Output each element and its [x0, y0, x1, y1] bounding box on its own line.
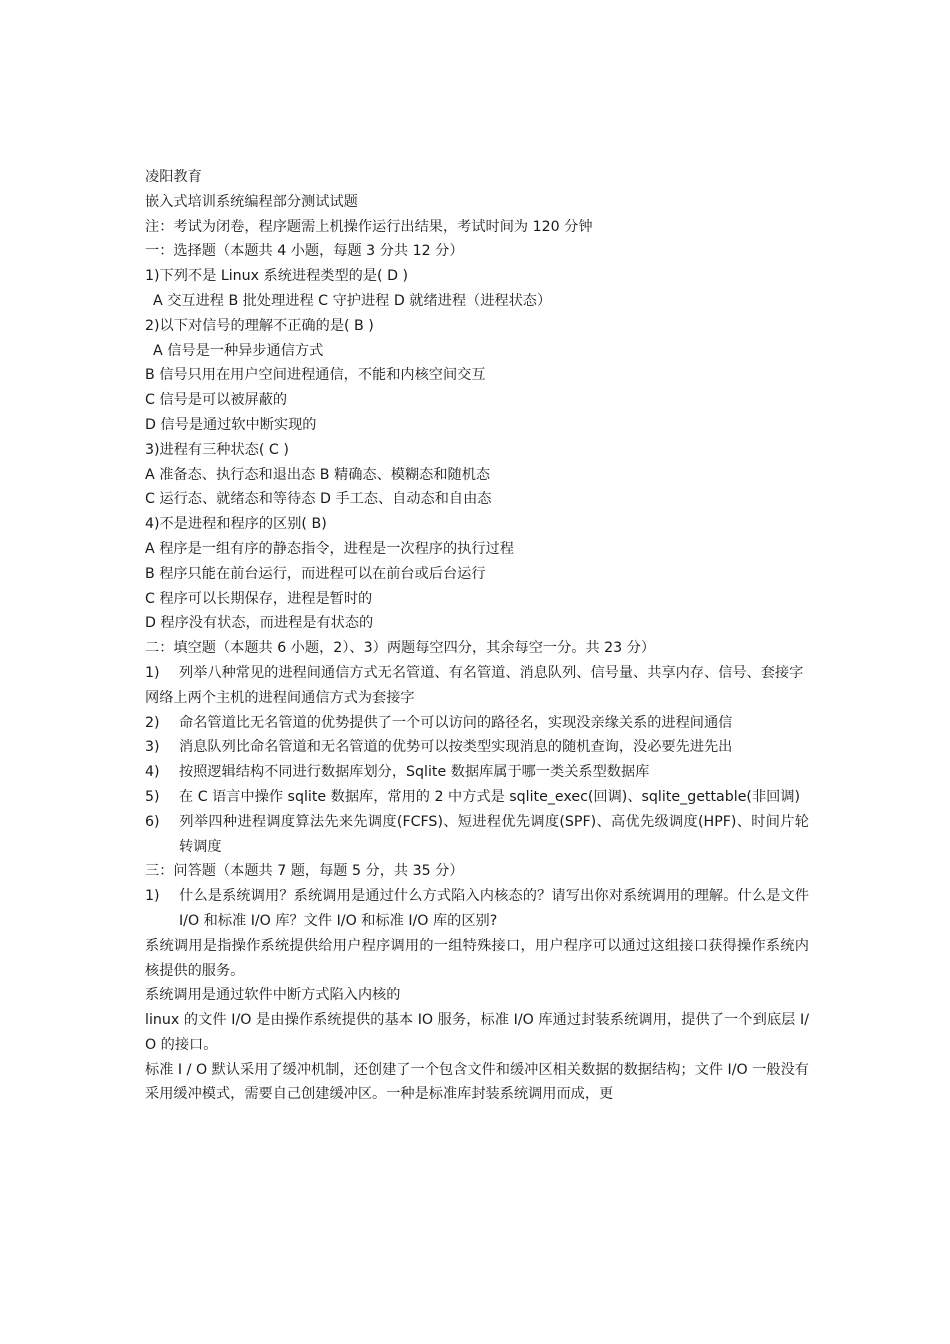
- fill-item: [145, 810, 809, 860]
- answer-option: B 信号只用在用户空间进程通信，不能和内核空间交互: [145, 367, 486, 384]
- exam-note: 注：考试为闭卷，程序题需上机操作运行出结果，考试时间为 120 分钟: [145, 218, 593, 235]
- answer-paragraph: linux 的文件 I/O 是由操作系统提供的基本 IO 服务，标准 I/O 库通过封装系统调用，提供了一个到底层 I/O 的接口。: [145, 1012, 809, 1053]
- item-text: 命名管道比无名管道的优势提供了一个可以访问的路径名，实现没亲缘关系的进程间通信: [179, 714, 733, 731]
- fill-item: [145, 760, 809, 785]
- item-text: 列举四种进程调度算法先来先调度(FCFS)、短进程优先调度(SPF)、高优先级调度(HPF)、时间片轮转调度: [179, 813, 809, 855]
- fill-item: [145, 711, 809, 736]
- answer-options: A 交互进程 B 批处理进程 C 守护进程 D 就绪进程（进程状态）: [153, 292, 552, 309]
- answer-options: A 准备态、执行态和退出态 B 精确态、模糊态和随机态: [145, 466, 491, 483]
- item-text: 在 C 语言中操作 sqlite 数据库，常用的 2 中方式是 sqlite_exec(回调)、sqlite_gettable(非回调): [179, 788, 801, 805]
- answer-option: D 信号是通过软中断实现的: [145, 416, 317, 433]
- section-heading: 三：问答题（本题共 7 题，每题 5 分，共 35 分）: [145, 863, 464, 880]
- answer-option: A 程序是一组有序的静态指令，进程是一次程序的执行过程: [145, 540, 514, 557]
- question: 2)以下对信号的理解不正确的是( B ): [145, 317, 374, 334]
- essay-question: [145, 884, 809, 934]
- answer-option: C 程序可以长期保存，进程是暂时的: [145, 590, 373, 607]
- section-heading: 二：填空题（本题共 6 小题，2）、3）两题每空四分，其余每空一分。共 23 分）: [145, 640, 656, 657]
- answer-option: A 信号是一种异步通信方式: [153, 342, 324, 359]
- item-number: 5): [145, 788, 160, 805]
- fill-item: [145, 735, 809, 760]
- exam-title: 嵌入式培训系统编程部分测试试题: [145, 193, 358, 210]
- fill-item: [145, 661, 809, 686]
- org-name: 凌阳教育: [145, 169, 202, 185]
- section-heading: 一：选择题（本题共 4 小题，每题 3 分共 12 分）: [145, 243, 464, 260]
- answer-option: D 程序没有状态，而进程是有状态的: [145, 615, 374, 632]
- question: 3)进程有三种状态( C ): [145, 441, 289, 458]
- question: 4)不是进程和程序的区别( B): [145, 516, 327, 533]
- item-text: 什么是系统调用？系统调用是通过什么方式陷入内核态的？请写出你对系统调用的理解。什么是文件 I/O 和标准 I/O 库？文件 I/O 和标准 I/O 库的区别?: [179, 888, 809, 929]
- item-text: 按照逻辑结构不同进行数据库划分，Sqlite 数据库属于哪一类关系型数据库: [179, 764, 650, 781]
- item-number: 4): [145, 764, 160, 781]
- document-body: [145, 165, 809, 1107]
- answer-option: B 程序只能在前台运行，而进程可以在前台或后台运行: [145, 565, 486, 582]
- item-text: 列举八种常见的进程间通信方式无名管道、有名管道、消息队列、信号量、共享内存、信号、套接字: [179, 664, 804, 681]
- answer-paragraph: 系统调用是通过软件中断方式陷入内核的: [145, 987, 401, 1004]
- answer-paragraph: 标准 I / O 默认采用了缓冲机制，还创建了一个包含文件和缓冲区相关数据的数据结构；文件 I/O 一般没有采用缓冲模式，需要自己创建缓冲区。一种是标准库封装系统调用而成，更: [145, 1061, 809, 1103]
- item-number: 1): [145, 888, 160, 905]
- fill-item: [145, 785, 809, 810]
- item-number: 2): [145, 714, 160, 731]
- item-text: 消息队列比命名管道和无名管道的优势可以按类型实现消息的随机查询，没必要先进先出: [179, 739, 733, 756]
- answer-paragraph: 系统调用是指操作系统提供给用户程序调用的一组特殊接口，用户程序可以通过这组接口获得操作系统内核提供的服务。: [145, 937, 809, 979]
- answer-options: C 运行态、就绪态和等待态 D 手工态、自动态和自由态: [145, 491, 492, 508]
- fill-item-text: 网络上两个主机的进程间通信方式为套接字: [145, 689, 415, 706]
- item-number: 6): [145, 813, 160, 830]
- item-number: 1): [145, 664, 160, 681]
- answer-option: C 信号是可以被屏蔽的: [145, 392, 288, 409]
- item-number: 3): [145, 739, 160, 756]
- question: 1)下列不是 Linux 系统进程类型的是( D ): [145, 268, 409, 285]
